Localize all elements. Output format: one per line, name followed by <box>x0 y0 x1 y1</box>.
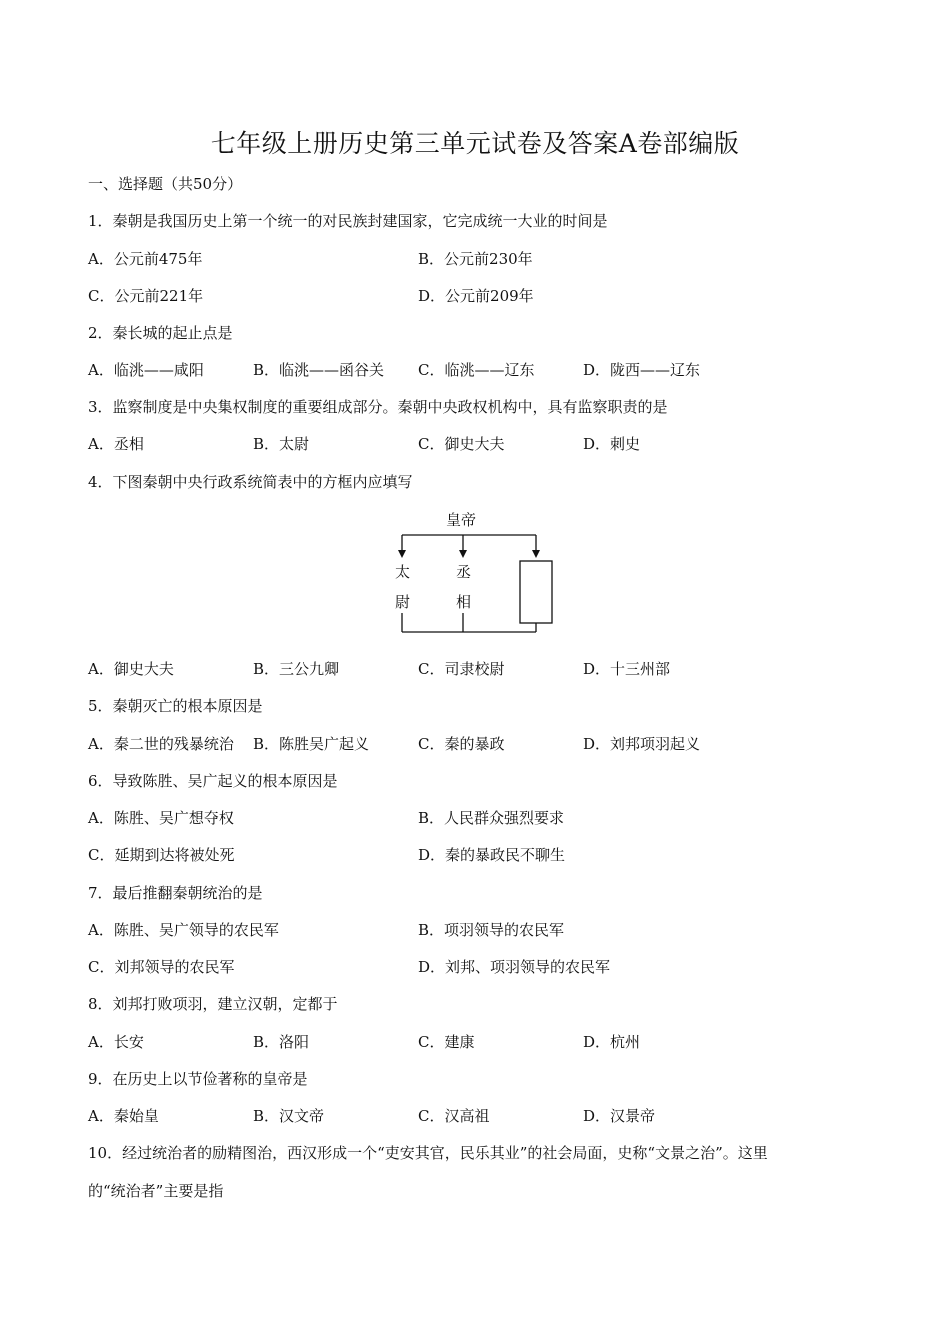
q6-option-a: A．陈胜、吴广想夺权 <box>88 809 234 827</box>
q7-option-b: B．项羽领导的农民军 <box>418 921 565 939</box>
question-10-line-1: 10．经过统治者的励精图治，西汉形成一个“吏安其官，民乐其业”的社会局面，史称“文景之治”。这里 <box>88 1144 768 1162</box>
question-1: 1．秦朝是我国历史上第一个统一的对民族封建国家，它完成统一大业的时间是 <box>88 212 608 230</box>
diagram-label-emperor: 皇帝 <box>446 511 477 529</box>
q3-option-d: D．刺史 <box>583 435 641 453</box>
diagram-label-taiwei-2: 尉 <box>395 593 411 611</box>
q2-option-d: D．陇西——辽东 <box>583 361 701 379</box>
page-title: 七年级上册历史第三单元试卷及答案A卷部编版 <box>210 129 740 158</box>
q4-option-c: C．司隶校尉 <box>418 660 505 678</box>
q1-option-a: A．公元前475年 <box>88 250 203 268</box>
question-9: 9．在历史上以节俭著称的皇帝是 <box>88 1070 308 1088</box>
q6-option-b: B．人民群众强烈要求 <box>418 809 565 827</box>
diagram-label-chengxiang-1: 丞 <box>456 563 472 581</box>
question-7: 7．最后推翻秦朝统治的是 <box>88 884 263 902</box>
q2-option-c: C．临洮——辽东 <box>418 361 535 379</box>
question-6: 6．导致陈胜、吴广起义的根本原因是 <box>88 772 338 790</box>
question-10-line-2: 的“统治者”主要是指 <box>88 1182 224 1200</box>
q4-option-a: A．御史大夫 <box>88 660 174 678</box>
q7-option-c: C．刘邦领导的农民军 <box>88 958 235 976</box>
q7-option-d: D．刘邦、项羽领导的农民军 <box>418 958 611 976</box>
question-3: 3．监察制度是中央集权制度的重要组成部分。秦朝中央政权机构中，具有监察职责的是 <box>88 398 668 416</box>
q6-option-d: D．秦的暴政民不聊生 <box>418 846 566 864</box>
q8-option-d: D．杭州 <box>583 1033 641 1051</box>
diagram-label-taiwei-1: 太 <box>395 563 411 581</box>
question-8: 8．刘邦打败项羽，建立汉朝，定都于 <box>88 995 338 1013</box>
q9-option-a: A．秦始皇 <box>88 1107 159 1125</box>
q5-option-b: B．陈胜吴广起义 <box>253 735 370 753</box>
q9-option-c: C．汉高祖 <box>418 1107 490 1125</box>
q3-option-b: B．太尉 <box>253 435 310 453</box>
q5-option-d: D．刘邦项羽起义 <box>583 735 701 753</box>
q1-option-c: C．公元前221年 <box>88 287 204 305</box>
q9-option-b: B．汉文帝 <box>253 1107 325 1125</box>
question-4: 4．下图秦朝中央行政系统简表中的方框内应填写 <box>88 473 413 491</box>
q1-option-b: B．公元前230年 <box>418 250 533 268</box>
q8-option-b: B．洛阳 <box>253 1033 310 1051</box>
admin-system-diagram <box>380 505 570 640</box>
diagram-arrow-mid <box>459 550 467 558</box>
q9-option-d: D．汉景帝 <box>583 1107 656 1125</box>
q8-option-a: A．长安 <box>88 1033 144 1051</box>
q8-option-c: C．建康 <box>418 1033 475 1051</box>
q2-option-b: B．临洮——函谷关 <box>253 361 385 379</box>
q1-option-d: D．公元前209年 <box>418 287 534 305</box>
question-5: 5．秦朝灭亡的根本原因是 <box>88 697 263 715</box>
q5-option-c: C．秦的暴政 <box>418 735 505 753</box>
q7-option-a: A．陈胜、吴广领导的农民军 <box>88 921 279 939</box>
diagram-arrow-left <box>398 550 406 558</box>
q5-option-a: A．秦二世的残暴统治 <box>88 735 234 753</box>
q3-option-c: C．御史大夫 <box>418 435 505 453</box>
diagram-blank-box <box>520 561 552 623</box>
q3-option-a: A．丞相 <box>88 435 144 453</box>
diagram-arrow-right <box>532 550 540 558</box>
q4-option-b: B．三公九卿 <box>253 660 340 678</box>
q2-option-a: A．临洮——咸阳 <box>88 361 204 379</box>
q4-option-d: D．十三州部 <box>583 660 671 678</box>
diagram-label-chengxiang-2: 相 <box>456 593 472 611</box>
section-heading: 一、选择题（共50分） <box>88 175 243 193</box>
q6-option-c: C．延期到达将被处死 <box>88 846 235 864</box>
question-2: 2．秦长城的起止点是 <box>88 324 233 342</box>
